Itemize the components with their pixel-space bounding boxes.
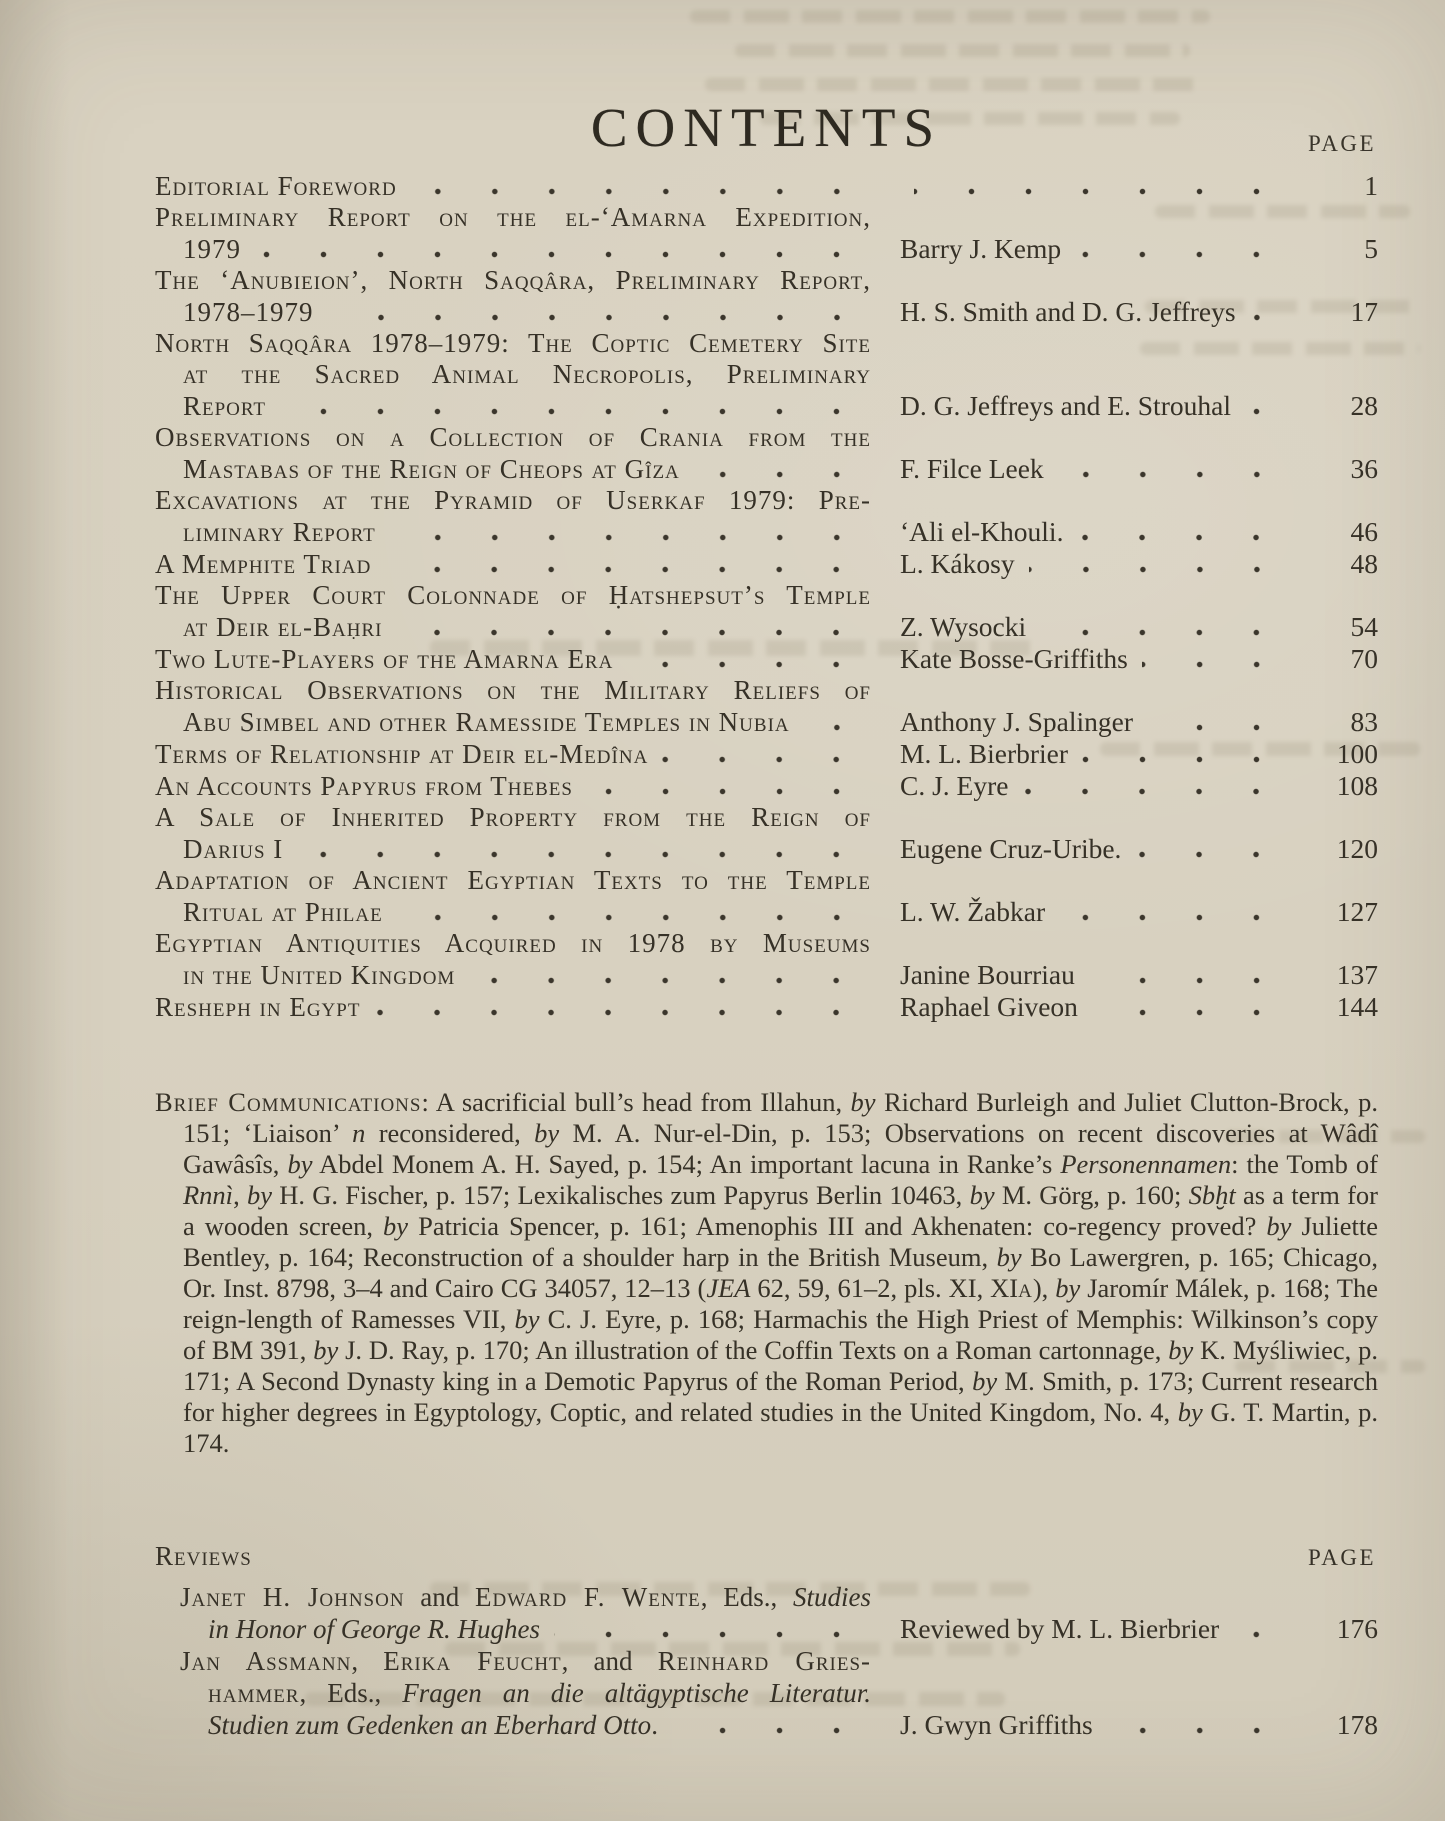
toc-entry-page-number: 137 <box>1336 959 1378 990</box>
title-and-leader <box>155 549 900 580</box>
text-segment: Personennamen <box>1060 1148 1232 1179</box>
text-segment: Patricia Spencer, p. 161; Amenophis III and Akhenaten: co-regency proved? <box>408 1210 1267 1241</box>
toc-entry-author: Janine Bourriau <box>900 959 1075 990</box>
text-segment: Erika Feucht <box>383 1646 562 1676</box>
review-title-last <box>155 1613 540 1645</box>
dot-leader <box>1082 756 1310 763</box>
dot-leader <box>804 724 890 731</box>
title-and-leader <box>155 234 900 265</box>
toc-entry-title-line: Egyptian Antiquities Acquired in 1978 by Museums <box>155 928 871 958</box>
review-item <box>155 1645 1378 1741</box>
dot-leader <box>469 977 890 984</box>
text-segment: 62, 59, 61–2, pls. XI, XI <box>750 1272 1019 1303</box>
text-segment: : the Tomb of <box>1231 1148 1378 1179</box>
dot-leader <box>627 661 890 668</box>
toc-entry <box>155 738 1378 770</box>
text-segment: . <box>651 1710 658 1740</box>
dot-leader <box>374 1009 890 1016</box>
dot-leader <box>411 188 890 195</box>
toc-entry-author: Eugene Cruz-Uribe. <box>900 833 1122 864</box>
toc-entry-page-number: 54 <box>1350 611 1378 642</box>
text-segment: , <box>351 1646 384 1676</box>
review-title-line <box>155 1677 871 1709</box>
text-segment: by <box>514 1303 540 1334</box>
title-and-leader <box>155 1613 900 1645</box>
toc-entry-author: L. W. Žabkar <box>900 896 1046 927</box>
dot-leader <box>672 1727 890 1734</box>
toc-entry-title-last: Resheph in Egypt <box>155 992 361 1022</box>
toc-list <box>155 170 1378 1023</box>
text-segment: Bo Lawergren, p. 165; Chicago, Or. Inst. 8798, 3–4 and Cairo CG 34057, 12–13 ( <box>183 1241 1378 1303</box>
text-segment: by <box>969 1179 995 1210</box>
text-segment: by <box>313 1334 339 1365</box>
title-and-leader <box>155 707 900 738</box>
toc-entry <box>155 265 1378 328</box>
title-and-leader <box>155 391 900 422</box>
title-and-leader <box>155 897 900 928</box>
page-title: CONTENTS <box>590 97 943 158</box>
toc-entry-author: Raphael Giveon <box>900 991 1078 1022</box>
text-segment: JEA <box>706 1272 751 1303</box>
dot-leader <box>1029 566 1310 573</box>
toc-entry-title-line: The Upper Court Colonnade of Ḥatshepsut’s Temple <box>155 580 871 610</box>
toc-entry <box>155 643 1378 675</box>
text-segment: by <box>996 1241 1022 1272</box>
dot-leader <box>1022 788 1310 795</box>
text-segment: and <box>404 1582 476 1612</box>
text-segment: in Honor of George R. Hughes <box>208 1614 540 1644</box>
title-and-leader <box>155 960 900 991</box>
title-and-leader <box>155 739 900 770</box>
toc-entry-page-number: 28 <box>1350 390 1378 421</box>
dot-leader <box>1250 314 1310 321</box>
toc-entry-title-line: A Sale of Inherited Property from the Reign of <box>155 802 871 832</box>
dot-leader <box>1092 1009 1310 1016</box>
review-title-line <box>155 1581 871 1613</box>
text-segment: hammer <box>208 1678 300 1708</box>
text-segment: , Eds., <box>299 1678 403 1708</box>
toc-entry-page-number: 36 <box>1350 453 1378 484</box>
text-segment: M. Görg, p. 160; <box>994 1179 1189 1210</box>
text-segment: Studien zum Gedenken an Eberhard Otto <box>208 1710 652 1740</box>
toc-entry-page-number: 46 <box>1350 516 1378 547</box>
toc-entry-page-number: 127 <box>1336 896 1378 927</box>
toc-entry-author: L. Kákosy <box>900 548 1015 579</box>
toc-entry-title-last: in the United Kingdom <box>183 960 456 990</box>
toc-entry <box>155 328 1378 422</box>
text-segment: , <box>233 1179 247 1210</box>
text-segment: C. J. Eyre, p. 168; Harmachis the High Priest of Memphis: Wilkinson’s copy of BM 391, <box>183 1303 1379 1365</box>
dot-leader <box>390 534 890 541</box>
toc-entry-page-number: 48 <box>1350 548 1378 579</box>
toc-entry-row <box>155 611 1378 643</box>
toc-entry-page-number: 120 <box>1336 833 1378 864</box>
toc-entry-title-last: Abu Simbel and other Ramesside Temples in Nubia <box>183 707 790 737</box>
toc-entry-title-last: 1979 <box>183 234 241 264</box>
review-entry-row <box>155 1709 1378 1741</box>
review-author: Reviewed by M. L. Bierbrier <box>900 1613 1220 1644</box>
text-segment: n <box>352 1117 366 1148</box>
dot-leader <box>1075 251 1310 258</box>
text-segment: a <box>1018 1272 1033 1303</box>
review-item <box>155 1581 1378 1645</box>
toc-entry-title-last: Mastabas of the Reign of Cheops at Gîza <box>183 454 680 484</box>
title-and-leader <box>155 517 900 548</box>
text-segment: Sbḫt <box>1188 1179 1236 1210</box>
text-segment: Richard Burleigh and Juliet Clutton-Brock, p. 151; ‘Liaison’ <box>183 1086 1378 1148</box>
toc-entry-row <box>155 706 1378 738</box>
toc-entry-title-last: Two Lute-Players of the Amarna Era <box>155 644 614 674</box>
text-segment: by <box>287 1148 313 1179</box>
dot-leader <box>280 408 890 415</box>
toc-entry-title-last: A Memphite Triad <box>155 549 372 579</box>
toc-entry-row <box>155 991 1378 1023</box>
toc-entry-author: H. S. Smith and D. G. Jeffreys <box>900 296 1236 327</box>
dot-leader <box>385 566 890 573</box>
text-segment: M. A. Nur-el-Din, p. 153; Observations on recent discoveries at Wâdî Gawâsîs, <box>183 1117 1378 1179</box>
text-segment: reconsidered, <box>365 1117 535 1148</box>
text-segment: by <box>850 1086 876 1117</box>
title-and-leader <box>155 454 900 485</box>
title-and-leader <box>155 834 900 865</box>
dot-leader <box>297 851 890 858</box>
text-segment: by <box>1266 1210 1292 1241</box>
text-segment: K. Myśliwiec, p. 171; A Second Dynasty king in a Demotic Papyrus of the Roman Period, <box>183 1334 1379 1396</box>
toc-entry-row <box>155 516 1378 548</box>
text-segment: by <box>1168 1334 1194 1365</box>
toc-entry <box>155 202 1378 265</box>
toc-entry-title-last: Editorial Foreword <box>155 171 397 201</box>
dot-leader <box>914 188 1310 195</box>
review-entry-row <box>155 1613 1378 1645</box>
dot-leader <box>1135 851 1310 858</box>
toc-entry <box>155 770 1378 802</box>
toc-entry-row <box>155 896 1378 928</box>
toc-entry-title-line: The ‘Anubieion’, North Saqqâra, Preliminary Report, <box>155 265 871 295</box>
toc-entry-page-number: 108 <box>1336 770 1378 801</box>
text-segment: by <box>1177 1396 1203 1427</box>
dot-leader <box>554 1631 890 1638</box>
text-segment: by <box>1055 1272 1081 1303</box>
title-and-leader <box>155 644 900 675</box>
dot-leader <box>1233 1631 1310 1638</box>
toc-entry-row <box>155 643 1378 675</box>
toc-entry-title-last: at Deir el-Baḥri <box>183 612 383 642</box>
toc-entry-author: M. L. Bierbrier <box>900 738 1069 769</box>
dot-leader <box>397 914 890 921</box>
text-segment: , and <box>561 1646 658 1676</box>
toc-entry-title-line: North Saqqâra 1978–1979: The Coptic Cemetery Site <box>155 328 871 358</box>
dot-leader <box>1077 534 1310 541</box>
reviews-list <box>155 1581 1378 1741</box>
text-segment: Brief Communications <box>155 1086 422 1117</box>
review-page-number: 178 <box>1336 1709 1378 1740</box>
toc-entry <box>155 802 1378 865</box>
toc-entry-author: Kate Bosse-Griffiths <box>900 643 1128 674</box>
toc-entry <box>155 485 1378 548</box>
reviews-page-column-label: PAGE <box>1308 1545 1376 1570</box>
dot-leader <box>1058 471 1310 478</box>
title-and-leader <box>155 1709 900 1741</box>
text-segment: ), <box>1032 1272 1056 1303</box>
toc-entry-title-last: Terms of Relationship at Deir el-Medîna <box>155 739 649 769</box>
toc-entry-title-line: Adaptation of Ancient Egyptian Texts to the Temple <box>155 865 871 895</box>
dot-leader <box>328 314 891 321</box>
dot-leader <box>396 629 890 636</box>
dot-leader <box>694 471 890 478</box>
brief-communications-paragraph <box>155 1087 1378 1459</box>
text-segment: Janet H. Johnson <box>180 1582 405 1612</box>
toc-entry <box>155 170 1378 202</box>
toc-entry-title-last: Darius I <box>183 834 284 864</box>
toc-entry-title-line: Historical Observations on the Military Reliefs of <box>155 675 871 705</box>
toc-entry-page-number: 70 <box>1350 643 1378 674</box>
review-title-line <box>155 1645 871 1677</box>
toc-entry-title-last: 1978–1979 <box>183 297 314 327</box>
toc-entry-row <box>155 959 1378 991</box>
toc-entry <box>155 580 1378 643</box>
toc-entry-row <box>155 170 1378 202</box>
toc-entry-author: Z. Wysocki <box>900 611 1027 642</box>
text-segment: Juliette Bentley, p. 164; Reconstruction of a shoulder harp in the British Museum, <box>183 1210 1378 1272</box>
toc-entry-row <box>155 738 1378 770</box>
text-segment: as a term for a wooden screen, <box>183 1179 1378 1241</box>
toc-entry-row <box>155 833 1378 865</box>
page-column-label: PAGE <box>1308 131 1376 156</box>
title-and-leader <box>155 992 900 1023</box>
review-title-last <box>155 1709 658 1741</box>
dot-leader <box>1040 629 1310 636</box>
toc-entry-row <box>155 296 1378 328</box>
toc-entry-title-line: Preliminary Report on the el-‘Amarna Expedition, <box>155 202 871 232</box>
dot-leader <box>255 251 890 258</box>
dot-leader <box>1107 1727 1310 1734</box>
text-segment: by <box>246 1179 272 1210</box>
toc-entry <box>155 928 1378 991</box>
text-segment: Reinhard Gries- <box>657 1646 872 1676</box>
text-segment: Edward F. Wente <box>475 1582 701 1612</box>
reviews-heading: Reviews <box>155 1541 252 1571</box>
text-segment: by <box>383 1210 409 1241</box>
toc-entry-page-number: 17 <box>1350 296 1378 327</box>
text-segment: G. T. Martin, p. 174. <box>183 1396 1378 1458</box>
toc-entry-title-last: Report <box>183 391 267 421</box>
text-segment: Jaromír Málek, p. 168; The reign-length of Ramesses VII, <box>183 1272 1379 1334</box>
toc-entry-row <box>155 390 1378 422</box>
toc-entry-row <box>155 770 1378 802</box>
toc-entry-author: ‘Ali el-Khouli. <box>900 516 1064 547</box>
text-segment: H. G. Fischer, p. 157; Lexikalisches zum Papyrus Berlin 10463, <box>271 1179 970 1210</box>
toc-entry <box>155 865 1378 928</box>
dot-leader <box>1147 724 1310 731</box>
dot-leader <box>662 756 890 763</box>
text-segment: by <box>972 1365 998 1396</box>
reviews-header <box>155 1541 1378 1572</box>
toc-entry-row <box>155 233 1378 265</box>
dot-leader <box>1142 661 1310 668</box>
toc-entry-title-line: at the Sacred Animal Necropolis, Preliminary <box>183 359 871 389</box>
text-segment: M. Smith, p. 173; Current research for higher degrees in Egyptology, Coptic, and related studies in the United Kingdom, No. 4, <box>183 1365 1378 1427</box>
toc-entry-title-last: liminary Report <box>183 517 376 547</box>
toc-entry-page-number: 5 <box>1364 233 1378 264</box>
toc-entry-page-number: 100 <box>1336 738 1378 769</box>
text-segment: Rnnì <box>183 1179 234 1210</box>
toc-entry-title-last: Ritual at Philae <box>183 897 383 927</box>
title-and-leader <box>155 171 900 202</box>
toc-entry <box>155 991 1378 1023</box>
text-segment: : A sacrificial bull’s head from Illahun, <box>421 1086 851 1117</box>
page-content <box>155 0 1378 1821</box>
dot-leader <box>587 788 890 795</box>
title-and-leader <box>155 771 900 802</box>
dot-leader <box>1245 408 1310 415</box>
review-page-number: 176 <box>1336 1613 1378 1644</box>
toc-entry-page-number: 144 <box>1336 991 1378 1022</box>
text-segment: Jan Assmann <box>180 1646 352 1676</box>
text-segment: Abdel Monem A. H. Sayed, p. 154; An important lacuna in Ranke’s <box>312 1148 1061 1179</box>
toc-entry-title-last: An Accounts Papyrus from Thebes <box>155 771 573 801</box>
toc-entry-row <box>155 453 1378 485</box>
text-segment: J. D. Ray, p. 170; An illustration of the Coffin Texts on a Roman cartonnage, <box>338 1334 1169 1365</box>
toc-entry-author: Barry J. Kemp <box>900 233 1062 264</box>
title-and-leader <box>155 297 900 328</box>
toc-entry-row <box>155 548 1378 580</box>
toc-entry <box>155 675 1378 738</box>
toc-entry-title-line: Observations on a Collection of Crania from the <box>155 422 871 452</box>
text-segment: , Eds., <box>700 1582 793 1612</box>
dot-leader <box>1059 914 1310 921</box>
toc-entry <box>155 422 1378 485</box>
toc-entry-author: C. J. Eyre <box>900 770 1009 801</box>
toc-entry-title-line: Excavations at the Pyramid of Userkaf 1979: Pre- <box>155 485 871 515</box>
toc-entry-page-number: 1 <box>1364 170 1378 201</box>
dot-leader <box>1089 977 1310 984</box>
review-author: J. Gwyn Griffiths <box>900 1709 1093 1740</box>
toc-entry-author: F. Filce Leek <box>900 453 1044 484</box>
toc-entry <box>155 548 1378 580</box>
text-segment: by <box>534 1117 560 1148</box>
text-segment: Fragen an die altägyptische Literatur. <box>402 1678 872 1708</box>
text-segment: Studies <box>793 1582 871 1612</box>
toc-entry-author: D. G. Jeffreys and E. Strouhal <box>900 390 1231 421</box>
toc-entry-page-number: 83 <box>1350 706 1378 737</box>
toc-entry-author: Anthony J. Spalinger <box>900 706 1133 737</box>
title-and-leader <box>155 612 900 643</box>
